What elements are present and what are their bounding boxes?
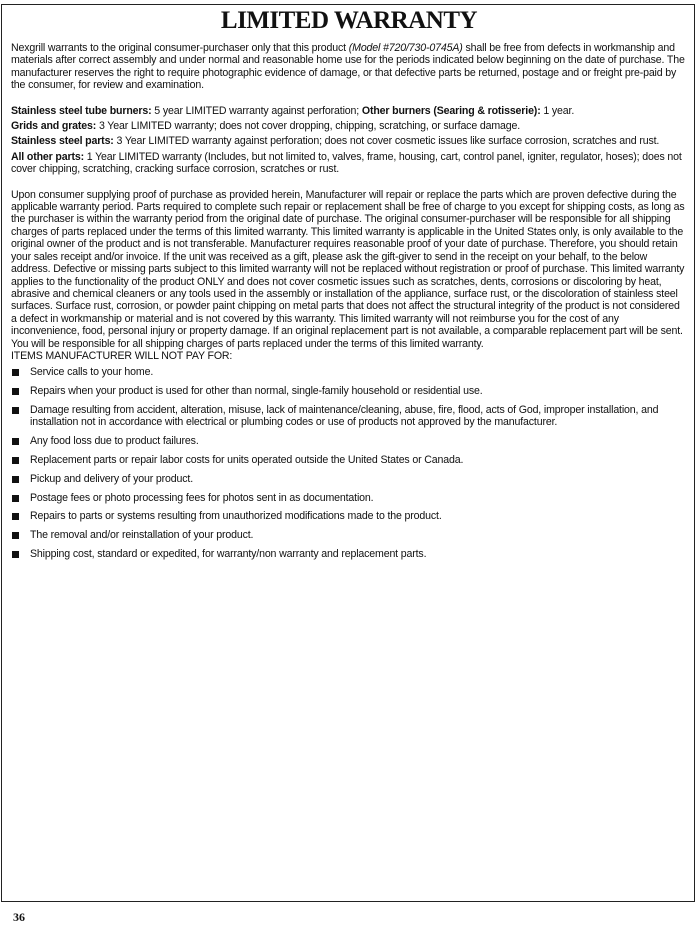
term-label: Grids and grates: [11,120,97,133]
term-text: 1 Year LIMITED warranty (Includes, but not limited to, valves, frame, housing, cart, control panel, igniter, regulator, hoses); does not cover chipping, scratching, cracking surface corrosion, scratches or rust. [11,150,682,176]
page-title: LIMITED WARRANTY [220,7,478,34]
square-bullet-icon [12,513,19,520]
term-text: 5 year LIMITED warranty against perforation; [151,104,362,117]
list-item [11,473,686,485]
term-steel-parts [11,135,686,147]
square-bullet-icon [12,457,19,464]
square-bullet-icon [12,476,19,483]
list-item [11,548,686,560]
term-text: 3 Year LIMITED warranty; does not cover dropping, chipping, scratching, or surface damage. [96,120,521,133]
term-grids [11,120,686,132]
intro-text-cont: shall be free from defects in workmanship and materials after correct assembly and under normal and reasonable home use for the periods indicated below beginning on the date of purchase. The manufacturer reserves the right to require photographic evidence of damage, or that defective parts be returned, postage and or freight pre-paid by the consumer, for review and examination. [11,42,685,92]
list-item-text: Repairs when your product is used for other than normal, single-family household or residential use. [30,385,483,398]
square-bullet-icon [12,532,19,539]
exclusions-list [11,366,686,560]
list-item [11,404,686,429]
list-item [11,366,686,378]
list-item-text: Damage resulting from accident, alteration, misuse, lack of maintenance/cleaning, abuse, fire, flood, acts of God, improper installation, and installation not in accordance with electrical or plumbing codes or use of products not approved by the manufacturer. [30,403,659,429]
term-other-parts [11,151,686,176]
square-bullet-icon [12,438,19,445]
list-item-text: Service calls to your home. [30,366,154,379]
intro-text: Nexgrill warrants to the original consumer-purchaser only that this product [11,42,349,54]
model-number: (Model #720/730-0745A) [348,42,463,54]
list-item [11,510,686,522]
term-label: Stainless steel tube burners: [11,104,152,117]
items-heading: ITEMS MANUFACTURER WILL NOT PAY FOR: [11,349,233,362]
square-bullet-icon [12,369,19,376]
warranty-content [11,42,686,567]
list-item [11,454,686,466]
list-item-text: Repairs to parts or systems resulting from unauthorized modifications made to the product. [30,510,442,523]
term-label: All other parts: [11,150,84,163]
list-item-text: Postage fees or photo processing fees for photos sent in as documentation. [30,491,374,504]
term-text: 1 year. [540,104,575,117]
term-burners [11,105,686,117]
square-bullet-icon [12,407,19,414]
body-paragraph: Upon consumer supplying proof of purchase as provided herein, Manufacturer will repair or replace the parts which are proven defective during the applicable warranty period. Parts required to complete such repair or replacement shall be free of charge to you except for shipping costs, as long as the purchaser is within the warranty period from the original date of purchase. The original consumer-purchaser will be responsible for all shipping charges of parts replaced under the terms of this limited warranty. This limited warranty is applicable in the United States only, is only available to the original owner of the product and is not transferable. Manufacturer requires reasonable proof of your date of purchase. Therefore, you should retain your sales receipt and/or invoice. If the unit was received as a gift, please ask the gift-giver to send in the receipt on your behalf, to the below address. Defective or missing parts subject to this limited warranty will not be replaced without registration or proof of purchase. This limited warranty applies to the functionality of the product ONLY and does not cover cosmetic issues such as scratches, dents, corrosions or discoloring by heat, abrasive and chemical cleaners or any tools used in the assembly or installation of the appliance, surface rust, or the discoloration of stainless steel surfaces. Surface rust, corrosion, or powder paint chipping on metal parts that does not affect the structural integrity of the product is not considered a defect in workmanship or material and is not covered by this warranty. This limited warranty will not reimburse you for the cost of any inconvenience, food, personal injury or property damage. If an original replacement part is not available, a comparable replacement part will be sent. You will be responsible for all shipping charges of parts replaced under the terms of this limited warranty. [11,188,685,350]
list-item [11,385,686,397]
intro-paragraph [11,42,686,92]
square-bullet-icon [12,551,19,558]
list-item-text: Shipping cost, standard or expedited, for warranty/non warranty and replacement parts. [30,547,427,560]
page-number: 36 [13,910,25,924]
list-item-text: Replacement parts or repair labor costs for units operated outside the United States or Canada. [30,453,464,466]
list-item-text: Pickup and delivery of your product. [30,472,194,485]
list-item [11,435,686,447]
term-text: 3 Year LIMITED warranty against perforation; does not cover cosmetic issues like surface corrosion, scratches and rust. [113,135,660,148]
term-label: Other burners (Searing & rotisserie): [361,104,541,117]
square-bullet-icon [12,495,19,502]
list-item [11,529,686,541]
list-item-text: The removal and/or reinstallation of your product. [30,529,254,542]
list-item-text: Any food loss due to product failures. [30,435,199,448]
list-item [11,492,686,504]
term-label: Stainless steel parts: [11,135,114,148]
square-bullet-icon [12,388,19,395]
